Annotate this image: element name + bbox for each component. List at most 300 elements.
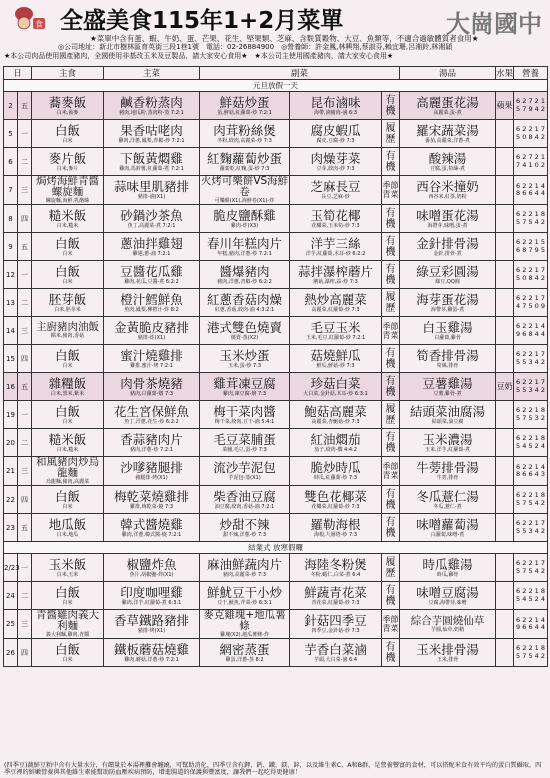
side-dish-2-wrap [290, 405, 381, 425]
pork-note: ★本公司肉品使用國產豬肉，全國使用非基改玉米及豆製品，請大家安心食用★ ★本公司主使用國產豬肉，請大家安心食用★ [4, 52, 394, 60]
side-dish-name: 紅蔥香菇肉燥 [207, 291, 283, 307]
soup-name: 味噌蛋花湯 [416, 207, 479, 223]
weekday: 四 [18, 205, 32, 233]
side-dish-2-ingredients: 鮮瓜,鮮菇-炒 7:3 [316, 362, 355, 369]
entree-cell [104, 205, 200, 233]
entree-wrap [104, 180, 199, 200]
soup-ingredients: 時瓜,雞骨 [436, 571, 459, 578]
entree-ingredients: 豬排-烤(X1) [137, 628, 166, 634]
winter-break-band: 結業式 放寒假囉 [4, 542, 548, 554]
side-dish-ingredients: 雞塊(X2),地瓜薯條-炸 [220, 632, 269, 638]
veg-tag: 季節青菜 [382, 457, 400, 486]
main-dish-name: 白飯 [55, 403, 81, 419]
nutrition-line: 5 4 5 2 4 [516, 441, 545, 450]
soup-ingredients: 高麗菜,蛋-煮 [433, 109, 462, 116]
entree-name: 印度咖哩雞 [120, 584, 183, 600]
nutrition-line: 6 2 2 1 7 [516, 266, 545, 274]
side-dish-2-cell [290, 176, 382, 205]
soup-name: 玉米排骨湯 [416, 641, 479, 657]
day-number: 2/23 [4, 554, 18, 582]
side-dish-cell [200, 92, 290, 120]
side-dish-name: 柴香油豆腐 [213, 488, 276, 504]
entree-ingredients: 豬肉,白蘿蔔-燉 7:3 [130, 390, 174, 397]
weekday: 三 [18, 457, 32, 486]
main-dish-cell [32, 289, 104, 317]
nutrition-values [514, 514, 548, 542]
day-number: 19 [4, 401, 18, 429]
main-dish-wrap [32, 610, 103, 638]
nutrition-values [514, 610, 548, 639]
entree-ingredients: 豬肉,洋蔥-炒 7:2:1 [130, 446, 173, 453]
main-dish-wrap [32, 490, 103, 510]
main-dish-wrap [32, 237, 103, 257]
fruit [496, 289, 514, 317]
nutrition-values [514, 401, 548, 429]
entree-wrap [104, 237, 199, 257]
svg-text:食: 食 [35, 20, 43, 29]
side-dish-2-name: 鮮蔬青花菜 [304, 584, 367, 600]
side-dish-cell [200, 176, 290, 205]
nutrition-values [514, 317, 548, 345]
side-dish-name: 鮮魷豆干小炒 [207, 584, 283, 600]
side-dish-2-wrap [290, 558, 381, 578]
side-dish-ingredients: 玉米,蛋-炒 7:3 [228, 362, 262, 369]
nutrition-line: 6 2 2 1 7 [516, 294, 545, 302]
nutrition-line: 6 2 2 1 4 [516, 181, 545, 190]
soup-cell [400, 205, 496, 233]
main-dish-ingredients: 白米,麥片 [56, 165, 79, 172]
nutrition-line: 6 2 2 1 4 [516, 322, 545, 330]
soup-ingredients: 綠豆,QQ圓 [435, 278, 460, 285]
entree-wrap [104, 433, 199, 453]
allergy-line: ★菜單中含有蛋、蝦、牛奶、蛋、芒果、花生、堅果類、芝麻、含麩質穀物、大豆、魚類等，不適合過敏體質者食用★ [90, 34, 479, 43]
main-dish-ingredients: 白米 [62, 137, 73, 144]
main-dish-wrap [32, 586, 103, 606]
entree-wrap [104, 461, 199, 481]
entree-name: 金黃脆皮豬排 [114, 319, 190, 335]
side-dish-2-cell [290, 486, 382, 514]
nutrition-line: 6 2 2 1 8 [516, 406, 545, 414]
main-dish-wrap [32, 96, 103, 116]
side-dish-ingredients: 油豆腐,絞肉,香菇-滷 7:2:1 [214, 503, 275, 510]
entree-cell [104, 582, 200, 610]
entree-cell [104, 554, 200, 582]
day-number: 7 [4, 176, 18, 205]
side-dish-cell [200, 554, 290, 582]
entree-ingredients: 雞肉,馬鈴薯,紅蘿蔔-煮 7:2:1 [119, 165, 184, 172]
fruit [496, 429, 514, 457]
table-row [4, 457, 548, 486]
main-dish-name: 胚芽飯 [48, 291, 87, 307]
side-dish-2-name: 玉筍花椰 [310, 207, 361, 223]
soup-name: 結頭菜油腐湯 [410, 403, 486, 419]
weekday: 二 [18, 148, 32, 176]
side-dish-2-name: 珍菇白菜 [310, 375, 361, 391]
soup-wrap [400, 433, 495, 453]
soup-wrap [400, 152, 495, 172]
day-number: 16 [4, 373, 18, 401]
main-dish-wrap [32, 209, 103, 229]
side-dish-2-ingredients: 海根,九層塔-炒 7:3 [314, 531, 358, 538]
soup-ingredients: 冬瓜,薏仁-煮 [433, 503, 462, 510]
side-dish-wrap [200, 321, 289, 341]
nutrition-line: 5 7 9 4 2 [516, 104, 545, 113]
main-dish-ingredients: 白米,黑米,紫米 [50, 390, 85, 397]
veg-tag: 有機 [382, 233, 400, 261]
entree-cell [104, 373, 200, 401]
entree-name: 砂鍋沙茶魚 [120, 207, 183, 223]
side-dish-cell [200, 345, 290, 373]
day-number: 15 [4, 345, 18, 373]
entree-ingredients: 雞肉,洋芋,紅蘿蔔-煮 6:3:1 [121, 599, 182, 606]
soup-name: 金針排骨湯 [416, 235, 479, 251]
entree-cell [104, 639, 200, 667]
nutrition-values [514, 486, 548, 514]
nutrition-line: 9 6 8 4 4 [516, 329, 545, 338]
soup-name: 綠豆彩圓湯 [416, 263, 479, 279]
side-dish-wrap [200, 237, 289, 257]
side-dish-cell [200, 457, 290, 486]
entree-ingredients: 豬排-滷(X1) [137, 194, 166, 200]
side-dish-wrap [200, 176, 289, 204]
main-dish-cell [32, 317, 104, 345]
soup-wrap [400, 124, 495, 144]
fruit [496, 345, 514, 373]
main-dish-cell [32, 457, 104, 486]
entree-ingredients: 雞肉,蘑菇,洋蔥-炒 7:2:1 [124, 656, 179, 663]
main-dish-wrap [32, 643, 103, 663]
nutrition-line: 5 5 3 4 2 [516, 357, 545, 366]
side-dish-ingredients: 芋泥包-蒸(X1) [228, 475, 261, 481]
entree-ingredients: 雞翅,蔥-滷 7:2:1 [132, 250, 171, 257]
main-dish-cell [32, 92, 104, 120]
nutrition-line: 5 7 5 4 2 [516, 217, 545, 226]
table-row [4, 120, 548, 148]
veg-tag: 有機 [382, 429, 400, 457]
main-dish-wrap [32, 152, 103, 172]
soup-wrap [400, 558, 495, 578]
veg-tag: 有機 [382, 345, 400, 373]
soup-ingredients: 豆薯,雞骨-煮 [433, 390, 462, 397]
main-dish-name: 白飯 [55, 584, 81, 600]
table-row [4, 205, 548, 233]
side-dish-2-wrap [290, 152, 381, 172]
side-dish-2-ingredients: 茄子,絞肉-燜 4:4:2 [314, 446, 357, 453]
side-dish-ingredients: 雞肉-炸(X3) [230, 222, 259, 229]
nutrition-values [514, 92, 548, 120]
soup-wrap [400, 209, 495, 229]
table-row [4, 582, 548, 610]
side-dish-wrap [200, 643, 289, 663]
side-dish-2-wrap [290, 180, 381, 200]
side-dish-wrap [200, 124, 289, 144]
holiday-band: 元旦放假一天 [4, 80, 548, 92]
side-dish-2-ingredients: 四季豆,金針菇-炒 7:3 [311, 628, 360, 634]
entree-name: 肉骨茶燒豬 [120, 375, 183, 391]
weekday: 一 [18, 120, 32, 148]
entree-wrap [104, 124, 199, 144]
soup-ingredients: 玉米,洋芋,紅蘿蔔-煮 [425, 446, 471, 453]
main-dish-ingredients: 白米,蕎麥 [56, 109, 79, 116]
entree-name: 椒鹽炸魚 [126, 556, 177, 572]
weekday: 五 [18, 514, 32, 542]
main-dish-ingredients: 白米 [62, 362, 73, 369]
nutrition-values [514, 345, 548, 373]
menu-title: 全盛美食115年1+2月菜單 [60, 8, 344, 34]
main-dish-cell [32, 261, 104, 289]
main-dish-wrap [32, 558, 103, 578]
nutrition-values [514, 120, 548, 148]
side-dish-wrap [200, 610, 289, 638]
table-row [4, 92, 548, 120]
main-dish-wrap [32, 433, 103, 453]
soup-cell [400, 401, 496, 429]
side-dish-2-cell [290, 582, 382, 610]
entree-wrap [104, 209, 199, 229]
soup-name: 牛蒡排骨湯 [416, 460, 479, 475]
side-dish-ingredients: 蘿蔔乾,紅麴,蛋-炒 7:3 [219, 165, 270, 172]
side-dish-ingredients: 梅干菜,絞肉,豆干-滷 5:4:1 [214, 418, 275, 425]
footer-note: (四季豆)蔬鮮豆粕中含有大量水分，有饋量於本湯裡攤會纏繞，可幫助消化，四季豆含有鉀、鈣、鐵、鎂、鋅，以及維生素C、A和B群，是營養豐富的食材，可以搭配米食有效平均的蛋白質攝取，四季豆裡的鮮嫩營養與其他維生素能幫助防血壓疾病預防，增進腸道的保護與豐富度，讓我們一起吃得更健康！ [4, 762, 542, 776]
soup-wrap [400, 237, 495, 257]
soup-wrap [400, 490, 495, 510]
fruit: 豆奶 [496, 373, 514, 401]
table-row [4, 148, 548, 176]
nutrition-values [514, 429, 548, 457]
side-dish-cell [200, 317, 290, 345]
nutrition-values [514, 373, 548, 401]
entree-cell [104, 176, 200, 205]
side-dish-2-cell [290, 120, 382, 148]
nutrition-values [514, 457, 548, 486]
veg-tag: 有機 [382, 514, 400, 542]
nutrition-line: 6 2 2 1 4 [516, 615, 545, 624]
soup-ingredients: 海帶芽,味噌,蛋-煮 [427, 222, 468, 229]
soup-name: 豆薯雞湯 [422, 375, 473, 391]
nutrition-line: 6 2 2 1 7 [516, 559, 545, 567]
soup-ingredients: 番茄,高麗菜,洋蔥-煮 [425, 137, 471, 144]
side-dish-2-cell [290, 429, 382, 457]
main-dish-cell [32, 120, 104, 148]
soup-cell [400, 514, 496, 542]
soup-wrap [400, 405, 495, 425]
entree-wrap [104, 152, 199, 172]
soup-name: 味噌豆腐湯 [416, 584, 479, 600]
entree-name: 下飯黃燜雞 [120, 150, 183, 166]
main-dish-ingredients: 白米 [62, 656, 73, 663]
fruit [496, 401, 514, 429]
side-dish-cell [200, 289, 290, 317]
side-dish-2-name: 腐皮蝦瓜 [310, 122, 361, 138]
main-dish-name: 蕎麥飯 [48, 94, 87, 110]
soup-wrap [400, 461, 495, 481]
soup-cell [400, 261, 496, 289]
table-row [4, 429, 548, 457]
col-main: 主食 [32, 67, 104, 80]
main-dish-cell [32, 233, 104, 261]
main-dish-ingredients: 白米,糙米 [56, 446, 79, 453]
veg-tag: 有機 [382, 205, 400, 233]
nutrition-line: 5 4 5 2 4 [516, 594, 545, 603]
side-dish-2-ingredients: 蘑菇,瀑榨,蒜-炒 7:3 [313, 278, 358, 285]
main-dish-ingredients: 白米,地瓜 [56, 531, 79, 538]
nutrition-line: 6 2 7 2 1 [516, 153, 545, 161]
fruit [496, 639, 514, 667]
side-dish-2-ingredients: 花椰菜,玉米筍-炒 7:3 [311, 222, 360, 229]
main-dish-wrap [32, 349, 103, 369]
side-dish-ingredients: 年糕,豬肉,洋蔥-炒 7:2:1 [217, 250, 272, 257]
table-row [4, 261, 548, 289]
main-dish-wrap [32, 322, 103, 339]
soup-cell [400, 120, 496, 148]
entree-name: 香草鐵路豬排 [114, 613, 190, 628]
side-dish-2-name: 針菇四季豆 [304, 613, 367, 628]
entree-name: 蜜汁燒雞排 [120, 347, 183, 363]
nutrition-line: 4 7 5 0 9 [516, 301, 545, 310]
side-dish-wrap [200, 405, 289, 425]
side-dish-name: 鮮菇炒蛋 [219, 94, 270, 110]
weekday: 一 [18, 261, 32, 289]
fruit [496, 317, 514, 345]
main-dish-ingredients: 白米,胚芽米 [54, 306, 81, 313]
nutrition-line: 5 7 5 4 2 [516, 566, 545, 575]
day-number: 8 [4, 205, 18, 233]
col-soup: 湯品 [400, 67, 496, 80]
main-dish-name: 白飯 [55, 235, 81, 251]
side-dish-name: 紅麴蘿蔔炒蛋 [207, 150, 283, 166]
day-number: 13 [4, 289, 18, 317]
side-dish-ingredients: 豆干,魷魚,芹菜-炒 6:3:1 [217, 599, 272, 606]
side-dish-ingredients: 菜脯,毛豆,蛋-炒 7:3 [222, 446, 267, 453]
main-dish-name: 焗烤海鮮青醬螺旋麵 [36, 175, 100, 198]
side-dish-wrap [200, 558, 289, 578]
main-dish-wrap [32, 265, 103, 285]
main-dish-name: 白飯 [55, 488, 81, 504]
soup-name: 時瓜雞湯 [422, 556, 473, 572]
side-dish-2-ingredients: 冬粉,蝦仁,白菜-煮 6:4 [310, 571, 361, 578]
side-dish-name: 毛豆菜脯蛋 [213, 431, 276, 447]
entree-name: 香蒜豬肉片 [120, 431, 183, 447]
entree-cell [104, 317, 200, 345]
entree-ingredients: 魚丁,高麗菜-煮 7:2:1 [127, 222, 176, 229]
soup-wrap [400, 293, 495, 313]
side-dish-2-wrap [290, 433, 381, 453]
fruit [496, 457, 514, 486]
side-dish-wrap [200, 152, 289, 172]
soup-name: 西谷米撞奶 [416, 179, 479, 194]
nutrition-line: 6 2 2 1 7 [516, 378, 545, 386]
main-dish-cell [32, 554, 104, 582]
side-dish-ingredients: 豬肉,洋蔥,青椒-炒 6:2:2 [217, 278, 272, 285]
side-dish-2-name: 洋芋三絲 [310, 235, 361, 251]
main-dish-name: 主廚豬肉油飯 [36, 321, 100, 333]
soup-cell [400, 373, 496, 401]
main-dish-wrap [32, 518, 103, 538]
soup-ingredients: 牛蒡,排骨 [436, 475, 459, 481]
fruit [496, 205, 514, 233]
nutrition-values [514, 148, 548, 176]
table-header [4, 67, 548, 80]
weekday: 二 [18, 429, 32, 457]
soup-cell [400, 486, 496, 514]
main-dish-wrap [32, 124, 103, 144]
fruit: 蘋果 [496, 92, 514, 120]
entree-cell [104, 148, 200, 176]
side-dish-2-ingredients: 長豆,芝麻-炒 [321, 194, 350, 200]
entree-wrap [104, 96, 199, 116]
weekday: 三 [18, 317, 32, 345]
side-dish-2-cell [290, 554, 382, 582]
side-dish-2-cell [290, 317, 382, 345]
side-dish-2-ingredients: 青花菜,紅蘿蔔-炒 7:3 [311, 599, 360, 606]
side-dish-2-name: 菇燒鮮瓜 [310, 347, 361, 363]
table-row [4, 610, 548, 639]
day-number: 26 [4, 639, 18, 667]
main-dish-wrap [32, 457, 103, 485]
chef-logo-icon [8, 4, 48, 34]
col-nutrition: 營養 [514, 67, 548, 80]
side-dish-2-wrap [290, 518, 381, 538]
day-number: 6 [4, 148, 18, 176]
nutrition-line: 6 2 2 1 8 [516, 491, 545, 499]
soup-cell [400, 233, 496, 261]
side-dish-2-wrap [290, 209, 381, 229]
soup-wrap [400, 180, 495, 200]
soup-ingredients: 豆腐,蛋,筍絲-煮 [430, 165, 466, 172]
main-dish-ingredients: 白米,玉米 [56, 571, 79, 578]
nutrition-line: 5 7 5 3 2 [516, 413, 545, 422]
side-dish-2-cell [290, 148, 382, 176]
nutrition-line: 6 2 7 2 1 [516, 97, 545, 105]
side-dish-name: 網密蒸蛋 [219, 641, 270, 657]
main-dish-name: 白飯 [55, 122, 81, 138]
nutrition-line: 6 2 2 1 8 [516, 587, 545, 595]
side-dish-2-wrap [290, 643, 381, 663]
main-dish-cell [32, 205, 104, 233]
side-dish-name: 麥克雞塊+地瓜薯條 [203, 609, 286, 632]
table-row [4, 554, 548, 582]
side-dish-name: 火烤可樂餅VS海鮮卷 [200, 175, 289, 198]
soup-cell [400, 92, 496, 120]
soup-wrap [400, 643, 495, 663]
nutrition-line: 5 0 8 4 2 [516, 132, 545, 141]
nutrition-values [514, 233, 548, 261]
side-dish-2-name: 蒜拌瀑榨蘑片 [298, 263, 374, 279]
soup-name: 筍香排骨湯 [416, 347, 479, 363]
soup-name: 高麗蛋花湯 [416, 94, 479, 110]
table-row [4, 176, 548, 205]
weekday: 五 [18, 92, 32, 120]
soup-wrap [400, 321, 495, 341]
nutrition-line: 8 6 6 4 3 [516, 470, 545, 478]
side-dish-wrap [200, 265, 289, 285]
entree-name: 沙嗲豬腿排 [120, 460, 183, 475]
side-dish-2-wrap [290, 490, 381, 510]
side-dish-name: 脆皮鹽酥雞 [213, 207, 276, 223]
main-dish-wrap [32, 176, 103, 204]
nutrition-line: 5 5 3 4 2 [516, 385, 545, 394]
main-dish-cell [32, 401, 104, 429]
side-dish-ingredients: 可樂餅(X1),海鮮卷(X1)-炸 [214, 198, 275, 204]
main-dish-name: 糙米飯 [48, 207, 87, 223]
side-dish-ingredients: 蛋,鮮菇,紅蘿蔔-炒 7:2:1 [217, 109, 272, 116]
entree-ingredients: 豬排-炸(X1) [137, 334, 166, 341]
entree-name: 花生宮保鮮魚 [114, 403, 190, 419]
soup-ingredients: 白蘿蔔,雞骨 [434, 334, 461, 341]
veg-tag: 有機 [382, 148, 400, 176]
veg-tag: 季節青菜 [382, 317, 400, 345]
side-dish-2-cell [290, 261, 382, 289]
